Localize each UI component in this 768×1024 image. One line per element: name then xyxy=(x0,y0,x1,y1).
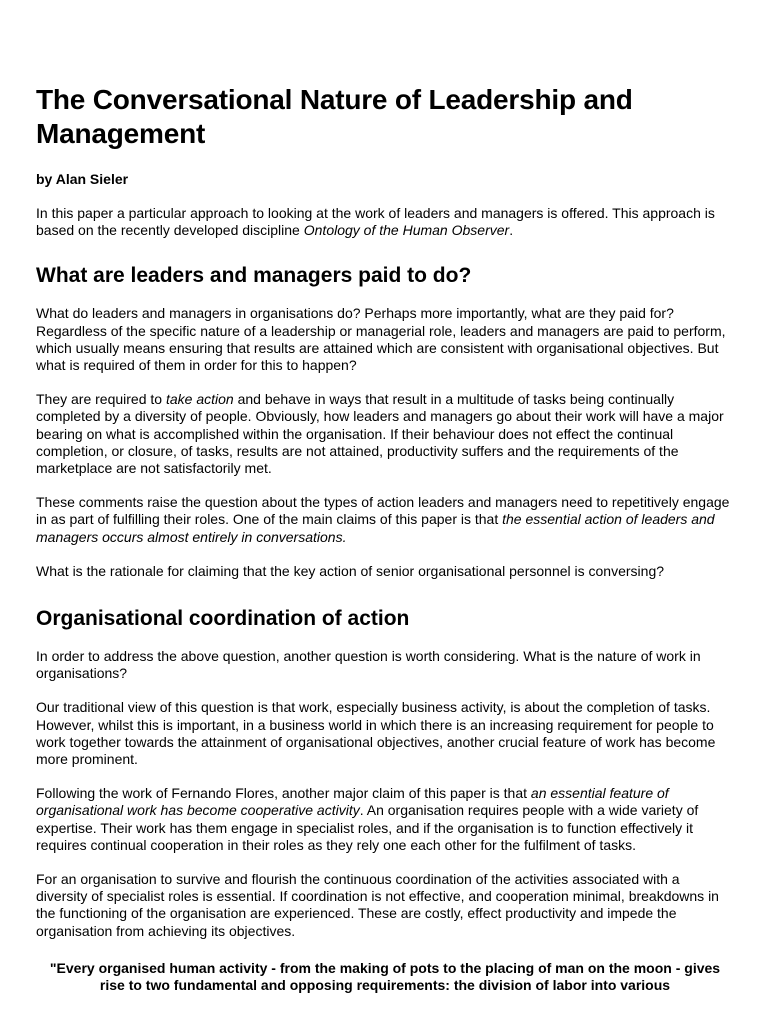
paragraph-italic: the essential action of leaders and managers occurs almost entirely in conversations. xyxy=(36,511,715,545)
paragraph-text-end: and behave in ways that result in a multitude of tasks being continually completed by a diversity of people. Obviously, how leaders and managers go about their work will have a major bearing on what is accomplished within the organisation. If their behaviour does not effect the continual completion, or closure, of tasks, results are not attained, productivity suffers and the requirements of the marketplace are not satisfactorily met. xyxy=(36,391,724,477)
intro-italic: Ontology of the Human Observer xyxy=(303,222,510,239)
section-heading-coordination: Organisational coordination of action xyxy=(36,607,410,631)
intro-text-end: . xyxy=(509,222,514,239)
paragraph-italic: an essential feature of organisational work has become cooperative activity xyxy=(36,785,669,819)
intro-text: In this paper a particular approach to looking at the work of leaders and managers is offered. This approach is based on the recently developed discipline xyxy=(36,205,715,239)
section-heading-paid: What are leaders and managers paid to do? xyxy=(36,264,472,288)
section1-paragraph-3 xyxy=(36,494,734,546)
document-title: The Conversational Nature of Leadership and Management xyxy=(36,84,633,149)
paragraph-text: They are required to xyxy=(36,391,166,408)
author-byline: by Alan Sieler xyxy=(36,171,129,187)
section2-paragraph-4: For an organisation to survive and flourish the continuous coordination of the activities associated with a diversity of specialist roles is essential. If coordination is not effective, and cooperation minimal, breakdowns in the functioning of the organisation are experienced. These are costly, effect productivity and impede the organisation from achieving its objectives. xyxy=(36,871,719,939)
section2-paragraph-2: Our traditional view of this question is that work, especially business activity, is about the completion of tasks. However, whilst this is important, in a business world in which there is an increasing requirement for people to work together towards the attainment of organisational objectives, another crucial feature of work has become more prominent. xyxy=(36,699,716,768)
section1-paragraph-2 xyxy=(36,391,734,477)
intro-paragraph xyxy=(36,205,734,239)
section2-paragraph-3 xyxy=(36,785,734,854)
paragraph-italic: take action xyxy=(165,391,234,408)
paragraph-text-end: . An organisation requires people with a wide variety of expertise. Their work has them engage in specialist roles, and if the organisation is to function effectively it requires continual cooperation in their roles as they rely one each other for the fulfilment of tasks. xyxy=(36,802,699,853)
section2-paragraph-1: In order to address the above question, another question is worth considering. What is the nature of work in organisations? xyxy=(36,648,701,682)
section1-paragraph-4: What is the rationale for claiming that the key action of senior organisational personnel is conversing? xyxy=(36,562,665,579)
paragraph-text: These comments raise the question about the types of action leaders and managers need to repetitively engage in as part of fulfilling their roles. One of the main claims of this paper is that xyxy=(36,494,730,528)
section1-paragraph-1: What do leaders and managers in organisations do? Perhaps more importantly, what are they paid for? Regardless of the specific nature of a leadership or managerial role, leaders and managers are paid to perform, which usually means ensuring that results are attained which are consistent with organisational objectives. But what is required of them in order for this to happen? xyxy=(36,305,726,374)
block-quote: "Every organised human activity - from the making of pots to the placing of man on the moon - gives rise to two fundamental and opposing requirements: the division of labor into various xyxy=(49,959,721,994)
paragraph-text: Following the work of Fernando Flores, another major claim of this paper is that xyxy=(36,785,531,802)
